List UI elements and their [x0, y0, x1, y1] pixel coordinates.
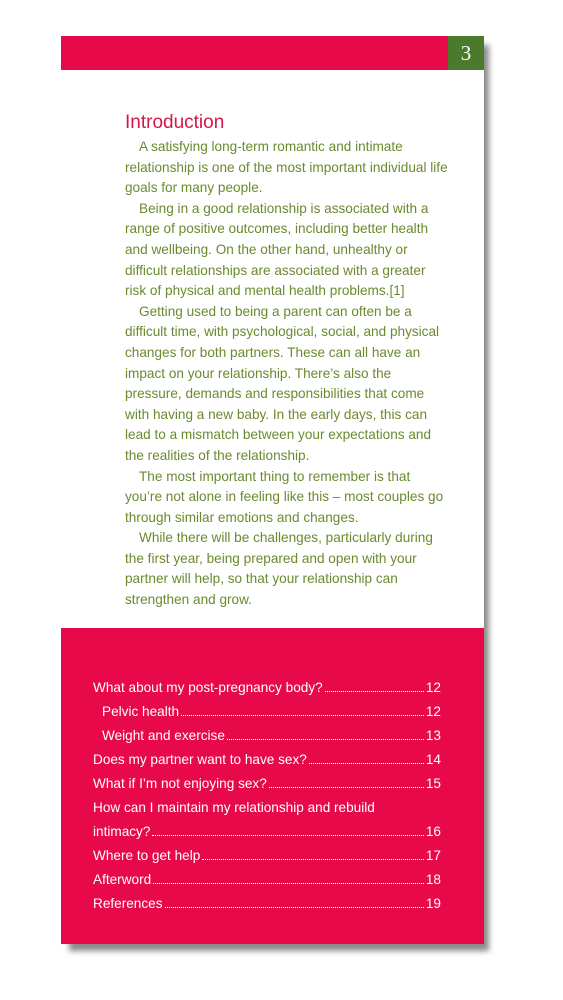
toc-leader-dots — [269, 787, 424, 788]
toc-leader-dots — [227, 739, 424, 740]
toc-leader-dots — [165, 907, 424, 908]
toc-entry-not-enjoying-sex[interactable] — [93, 774, 441, 798]
intro-paragraph-1: A satisfying long-term romantic and intimate relationship is one of the most important individual life goals for many people. — [125, 139, 448, 196]
toc-entry-page: 19 — [425, 896, 441, 911]
intro-paragraph-5: While there will be challenges, particularly during the first year, being prepared and open with your partner will help, so that your relationship can strengthen and grow. — [125, 530, 433, 608]
toc-entry-title: Weight and exercise — [102, 728, 225, 743]
toc-leader-dots — [202, 859, 424, 860]
toc-entry-references[interactable] — [93, 894, 441, 918]
toc-leader-dots — [181, 715, 424, 716]
toc-entry-page: 12 — [425, 704, 441, 719]
table-of-contents — [93, 678, 441, 918]
toc-entry-title: Afterword — [93, 872, 152, 887]
toc-entry-page: 18 — [425, 872, 441, 887]
toc-entry-afterword[interactable] — [93, 870, 441, 894]
page-number-badge: 3 — [448, 36, 484, 70]
toc-entry-maintain-relationship-line1[interactable]: How can I maintain my relationship and rebuild — [93, 800, 375, 815]
toc-entry-page: 14 — [425, 752, 441, 767]
toc-entry-title: intimacy? — [93, 824, 151, 839]
toc-entry-page: 12 — [425, 680, 441, 695]
toc-leader-dots — [152, 835, 423, 836]
toc-leader-dots — [153, 883, 424, 884]
section-heading: Introduction — [125, 112, 225, 133]
toc-leader-dots — [325, 691, 424, 692]
toc-entry-weight-exercise[interactable] — [93, 726, 441, 750]
introduction-section — [125, 112, 450, 611]
toc-entry-title: References — [93, 896, 163, 911]
top-color-band — [61, 36, 484, 70]
toc-entry-title: Where to get help — [93, 848, 201, 863]
toc-entry-title: What if I’m not enjoying sex? — [93, 776, 267, 791]
toc-entry-pelvic-health[interactable] — [93, 702, 441, 726]
toc-entry-title: Pelvic health — [102, 704, 180, 719]
toc-entry-title: What about my post-pregnancy body? — [93, 680, 323, 695]
toc-entry-get-help[interactable] — [93, 846, 441, 870]
toc-entry-page: 16 — [425, 824, 441, 839]
toc-entry-title: Does my partner want to have sex? — [93, 752, 307, 767]
toc-entry-page: 15 — [425, 776, 441, 791]
toc-entry-post-pregnancy-body[interactable] — [93, 678, 441, 702]
intro-paragraph-2: Being in a good relationship is associated with a range of positive outcomes, including better health and wellbeing. On the other hand, unhealthy or difficult relationships are associated with a greater risk of physical and mental health problems.[1] — [125, 200, 429, 299]
toc-entry-page: 13 — [425, 728, 441, 743]
toc-entry-maintain-relationship[interactable] — [93, 822, 441, 846]
toc-entry-page: 17 — [425, 848, 441, 863]
contents-band — [61, 628, 484, 944]
toc-leader-dots — [309, 763, 424, 764]
toc-entry-partner-sex[interactable] — [93, 750, 441, 774]
intro-paragraph-3: Getting used to being a parent can often be a difficult time, with psychological, social, and physical changes for both partners. These can all have an impact on your relationship. There’s also the pressure, demands and responsibilities that come with having a new baby. In the early days, this can lead to a mismatch between your expectations and the realities of the relationship. — [125, 303, 440, 463]
booklet-page — [61, 36, 484, 944]
intro-paragraph-4: The most important thing to remember is that you’re not alone in feeling like this – most couples go through similar emotions and changes. — [125, 468, 444, 525]
